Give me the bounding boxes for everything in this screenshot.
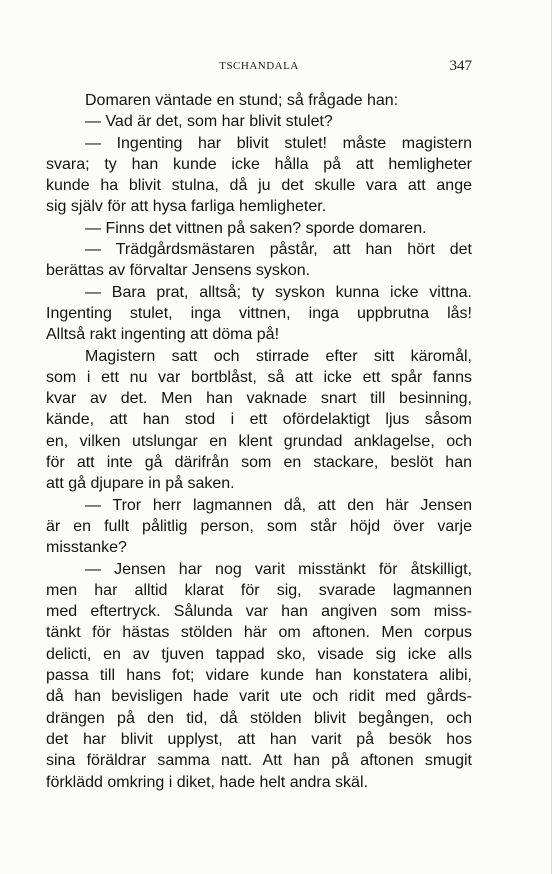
text-line: — Bara prat, alltså; ty syskon kunna icke vittna. xyxy=(85,283,472,301)
text-line: det har blivit upplyst, att han varit på besök hos xyxy=(46,730,472,748)
text-line: sig själv för att hysa farliga hemligheter. xyxy=(46,198,327,216)
text-line: — Trädgårdsmästaren påstår, att han hört det xyxy=(85,241,472,259)
text-line: att gå djupare in på saken. xyxy=(46,475,235,493)
text-line: Ingenting stulet, inga vittnen, inga uppbrutna lås! xyxy=(46,304,472,322)
text-line: är en fullt pålitlig person, som står höjd över varje xyxy=(46,517,472,535)
text-line: som i ett nu var bortblåst, så att icke ett spår fanns xyxy=(46,368,472,386)
text-line: svara; ty han kunde icke hålla på att hemligheter xyxy=(46,155,472,173)
text-line: förklädd omkring i diket, hade helt andra skäl. xyxy=(46,773,368,791)
text-line: Magistern satt och stirrade efter sitt käromål, xyxy=(85,347,472,365)
text-line: passa till hans fot; vidare kunde han konstatera alibi, xyxy=(46,667,472,685)
body-text xyxy=(46,90,472,793)
text-line: Domaren väntade en stund; så frågade han: xyxy=(85,92,399,109)
page-number: 347 xyxy=(449,58,472,74)
text-line: tänkt för hästas stölden här om aftonen. Men corpus xyxy=(46,624,472,642)
text-line: för att inte gå därifrån som en stackare, beslöt han xyxy=(46,454,472,472)
text-line: då han bevisligen hade varit ute och ridit med gårds- xyxy=(46,688,472,706)
text-line: Alltså rakt ingenting att döma på! xyxy=(46,326,280,344)
text-line: — Tror herr lagmannen då, att den här Jensen xyxy=(85,496,472,514)
text-line: — Vad är det, som har blivit stulet? xyxy=(85,113,333,131)
text-line: kunde ha blivit stulna, då ju det skulle vara att ange xyxy=(46,177,472,195)
text-line: sina föräldrar samma natt. Att han på aftonen smugit xyxy=(46,752,472,770)
text-line: delicti, en av tjuven tappad sko, visade sig icke alls xyxy=(46,645,472,663)
text-line: berättas av förvaltar Jensens syskon. xyxy=(46,262,311,280)
text-line: — Jensen har nog varit misstänkt för åtskilligt, xyxy=(85,560,472,578)
page-header xyxy=(46,58,472,78)
text-line: med eftertryck. Sålunda var han angiven som miss- xyxy=(46,603,472,621)
text-line: misstanke? xyxy=(46,539,127,557)
text-line: drängen på den tid, då stölden blivit begången, och xyxy=(46,709,472,727)
text-line: en, vilken utslungar en klent grundad anklagelse, och xyxy=(46,432,472,450)
running-title: TSCHANDALA xyxy=(219,60,299,72)
text-line: — Ingenting har blivit stulet! måste magistern xyxy=(85,134,472,152)
text-line: kände, att han stod i ett ofördelaktigt ljus såsom xyxy=(46,411,472,429)
text-line: kvar av det. Men han vaknade snart till besinning, xyxy=(46,390,472,408)
text-line: — Finns det vittnen på saken? sporde domaren. xyxy=(85,219,427,237)
text-line: men har alltid klarat för sig, svarade lagmannen xyxy=(46,581,472,599)
